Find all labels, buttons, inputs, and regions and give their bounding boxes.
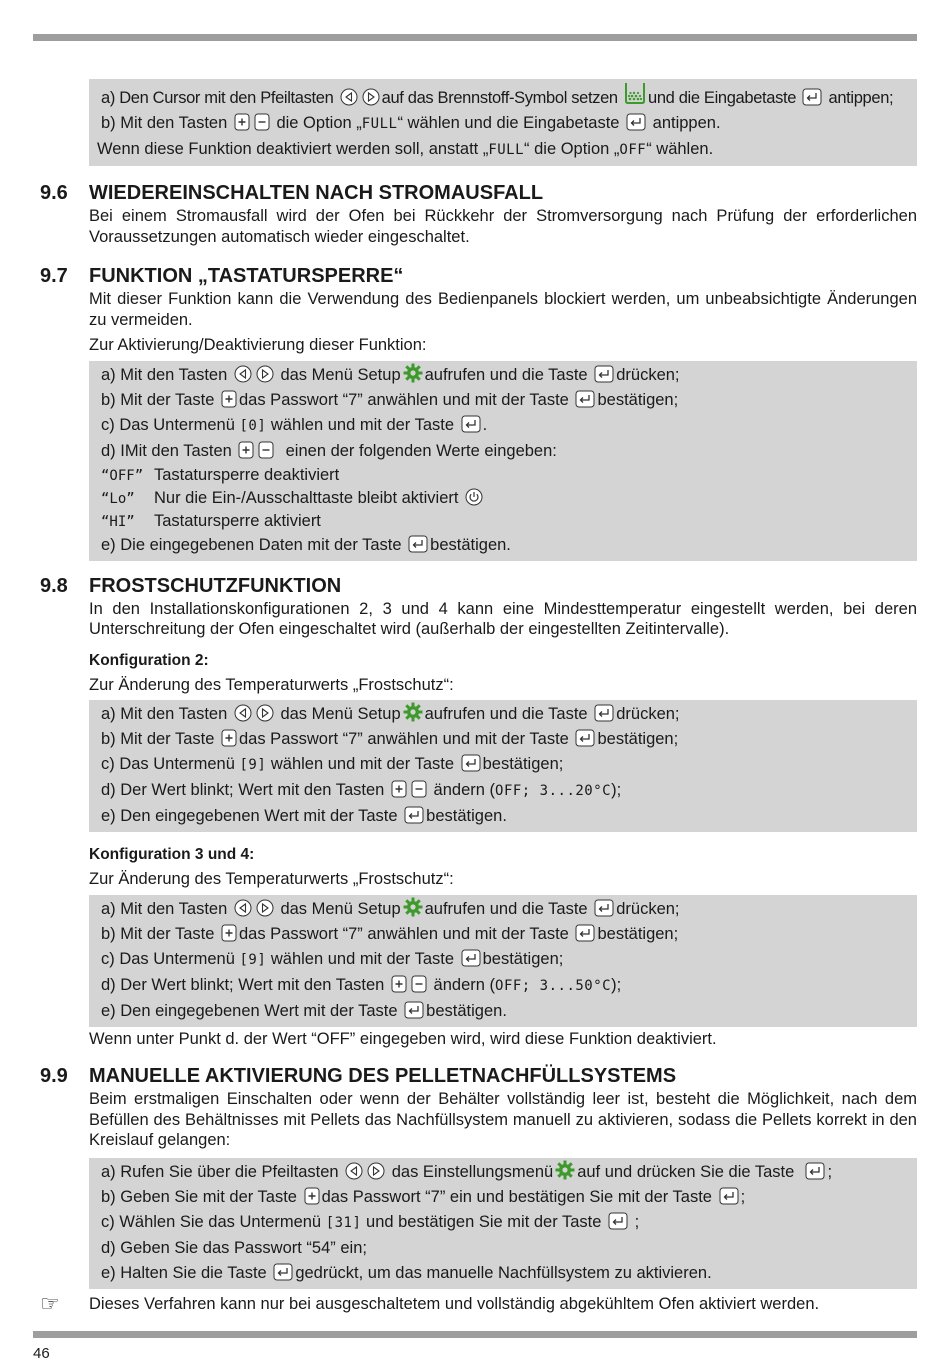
gear-icon bbox=[403, 897, 423, 917]
section-9-6-text: Bei einem Stromausfall wird der Ofen bei Rückkehr der Stromversorgung nach Prüfung der erforderlichen Voraussetzungen automatisch wieder eingeschaltet. bbox=[89, 207, 917, 246]
step-a: a) Rufen Sie über die Pfeiltasten das Einstellungsmenü auf und drücken Sie die Taste ; bbox=[97, 1160, 917, 1185]
step-d: d) Der Wert blinkt; Wert mit den Tasten ändern (OFF; 3...50°C); bbox=[101, 975, 622, 994]
step-c: c) Das Untermenü [0] wählen und mit der Taste . bbox=[101, 415, 488, 434]
enter-key-icon bbox=[626, 113, 646, 131]
keylock-steps-box bbox=[89, 361, 917, 561]
right-arrow-icon bbox=[256, 704, 274, 722]
enter-key-icon bbox=[594, 704, 614, 722]
enter-key-icon bbox=[461, 415, 481, 433]
pointing-hand-icon: ☞ bbox=[40, 1290, 60, 1316]
config-3-4-note: Wenn unter Punkt d. der Wert “OFF” eingegeben wird, wird diese Funktion deaktiviert. bbox=[89, 1029, 717, 1048]
step-c: c) Wählen Sie das Untermenü [31] und bestätigen Sie mit der Taste ; bbox=[101, 1212, 640, 1231]
plus-key-icon bbox=[221, 390, 237, 408]
plus-key-icon bbox=[391, 780, 407, 798]
power-icon bbox=[465, 488, 483, 506]
step-c: c) Das Untermenü [9] wählen und mit der Taste bestätigen; bbox=[101, 949, 564, 968]
minus-key-icon bbox=[411, 780, 427, 798]
step-d: d) IMit den Tasten einen der folgenden Werte eingeben: bbox=[101, 441, 557, 460]
page-content bbox=[40, 79, 917, 1315]
top-rule bbox=[33, 34, 917, 41]
enter-key-icon bbox=[802, 88, 822, 106]
step-e: e) Den eingegebenen Wert mit der Taste bestätigen. bbox=[101, 807, 507, 825]
step-b: b) Mit den Tasten die Option „FULL“ wählen und die Eingabetaste antippen. bbox=[101, 114, 721, 132]
plus-key-icon bbox=[304, 1187, 320, 1205]
step-b: b) Mit der Taste das Passwort “7” anwählen und mit der Taste bestätigen; bbox=[101, 390, 679, 409]
enter-key-icon bbox=[594, 365, 614, 383]
step-b: b) Geben Sie mit der Taste das Passwort “7” ein und bestätigen Sie mit der Taste ; bbox=[101, 1187, 746, 1206]
fuel-steps-box bbox=[89, 79, 917, 166]
gear-icon bbox=[403, 702, 423, 722]
section-heading-9-7: 9.7 FUNKTION „TASTATURSPERRE“ bbox=[40, 265, 404, 287]
plus-key-icon bbox=[234, 113, 250, 131]
enter-key-icon bbox=[575, 390, 595, 408]
config-3-4-intro: Zur Änderung des Temperaturwerts „Frostschutz“: bbox=[89, 870, 454, 888]
config-2-heading: Konfiguration 2: bbox=[89, 651, 209, 669]
step-b: b) Mit der Taste das Passwort “7” anwählen und mit der Taste bestätigen; bbox=[101, 924, 679, 943]
step-a: a) Den Cursor mit den Pfeiltasten auf das Brennstoff-Symbol setzen und die Eingabetaste antippen; bbox=[97, 81, 917, 111]
enter-key-icon bbox=[461, 754, 481, 772]
left-arrow-icon bbox=[340, 88, 358, 106]
minus-key-icon bbox=[258, 441, 274, 459]
right-arrow-icon bbox=[256, 365, 274, 383]
plus-key-icon bbox=[238, 441, 254, 459]
enter-key-icon bbox=[719, 1187, 739, 1205]
step-d: d) Der Wert blinkt; Wert mit den Tasten ändern (OFF; 3...20°C); bbox=[101, 781, 622, 799]
gear-icon bbox=[555, 1160, 575, 1180]
value-lo: “Lo” Nur die Ein-/Ausschalttaste bleibt aktiviert bbox=[97, 487, 917, 510]
config-3-4-heading: Konfiguration 3 und 4: bbox=[89, 846, 255, 863]
section-9-7-text: Mit dieser Funktion kann die Verwendung des Bedienpanels blockiert werden, um unbeabsichtigte Änderungen zu vermeiden. bbox=[89, 290, 917, 329]
minus-key-icon bbox=[254, 113, 270, 131]
enter-key-icon bbox=[404, 806, 424, 824]
left-arrow-icon bbox=[234, 365, 252, 383]
left-arrow-icon bbox=[234, 704, 252, 722]
right-arrow-icon bbox=[256, 899, 274, 917]
section-heading-9-9: 9.9 MANUELLE AKTIVIERUNG DES PELLETNACHFÜLLSYSTEMS bbox=[40, 1065, 677, 1087]
step-c: Wenn diese Funktion deaktiviert werden soll, anstatt „FULL“ die Option „OFF“ wählen. bbox=[97, 140, 714, 158]
pellet-fuel-icon bbox=[624, 81, 646, 105]
enter-key-icon bbox=[805, 1162, 825, 1180]
step-e: e) Den eingegebenen Wert mit der Taste bestätigen. bbox=[101, 1001, 507, 1020]
config-3-4-steps-box bbox=[89, 895, 917, 1027]
enter-key-icon bbox=[594, 899, 614, 917]
plus-key-icon bbox=[221, 729, 237, 747]
left-arrow-icon bbox=[234, 899, 252, 917]
section-9-9-text: Beim erstmaligen Einschalten oder wenn der Behälter vollständig leer ist, besteht die Möglichkeit, nach dem Befüllen des Behältnisses mit Pellets das Nachfüllsystem manuell zu aktivieren, sodass die Pellets korrekt in den Kreislauf gelangen: bbox=[89, 1090, 917, 1149]
section-9-7-intro: Zur Aktivierung/Deaktivierung dieser Funktion: bbox=[89, 336, 427, 354]
enter-key-icon bbox=[575, 924, 595, 942]
plus-key-icon bbox=[221, 924, 237, 942]
step-e: e) Die eingegebenen Daten mit der Taste bestätigen. bbox=[101, 535, 511, 554]
value-hi: “HI” Tastatursperre aktiviert bbox=[101, 511, 321, 530]
enter-key-icon bbox=[273, 1263, 293, 1281]
left-arrow-icon bbox=[345, 1162, 363, 1180]
bottom-rule bbox=[33, 1331, 917, 1338]
section-9-8-text: In den Installationskonfigurationen 2, 3 und 4 kann eine Mindesttemperatur eingestellt werden, bei deren Unterschreitung der Ofen eingeschaltet wird (außerhalb der eingestellten Zeitintervalle). bbox=[89, 599, 917, 638]
right-arrow-icon bbox=[367, 1162, 385, 1180]
enter-key-icon bbox=[575, 729, 595, 747]
right-arrow-icon bbox=[362, 88, 380, 106]
plus-key-icon bbox=[391, 975, 407, 993]
gear-icon bbox=[403, 363, 423, 383]
enter-key-icon bbox=[608, 1212, 628, 1230]
config-2-steps-box bbox=[89, 700, 917, 832]
step-a: a) Mit den Tasten das Menü Setup aufrufen und die Taste drücken; bbox=[97, 702, 917, 727]
enter-key-icon bbox=[461, 949, 481, 967]
step-a: a) Mit den Tasten das Menü Setup aufrufen und die Taste drücken; bbox=[97, 363, 917, 388]
config-2-intro: Zur Änderung des Temperaturwerts „Frostschutz“: bbox=[89, 675, 454, 694]
step-c: c) Das Untermenü [9] wählen und mit der Taste bestätigen; bbox=[101, 755, 564, 773]
enter-key-icon bbox=[404, 1001, 424, 1019]
enter-key-icon bbox=[408, 535, 428, 553]
section-heading-9-6: 9.6 WIEDEREINSCHALTEN NACH STROMAUSFALL bbox=[40, 182, 544, 204]
value-off: “OFF” Tastatursperre deaktiviert bbox=[101, 465, 340, 484]
minus-key-icon bbox=[411, 975, 427, 993]
step-d: d) Geben Sie das Passwort “54” ein; bbox=[101, 1238, 367, 1257]
refill-steps-box bbox=[89, 1158, 917, 1289]
step-a: a) Mit den Tasten das Menü Setup aufrufen und die Taste drücken; bbox=[97, 897, 917, 922]
step-e: e) Halten Sie die Taste gedrückt, um das manuelle Nachfüllsystem zu aktivieren. bbox=[101, 1263, 712, 1282]
page-number: 46 bbox=[33, 1345, 50, 1362]
section-heading-9-8: 9.8 FROSTSCHUTZFUNKTION bbox=[40, 574, 342, 597]
warning-note: ☞ Dieses Verfahren kann nur bei ausgeschaltetem und vollständig abgekühltem Ofen aktiviert werden. bbox=[40, 1290, 820, 1316]
step-b: b) Mit der Taste das Passwort “7” anwählen und mit der Taste bestätigen; bbox=[101, 730, 679, 748]
